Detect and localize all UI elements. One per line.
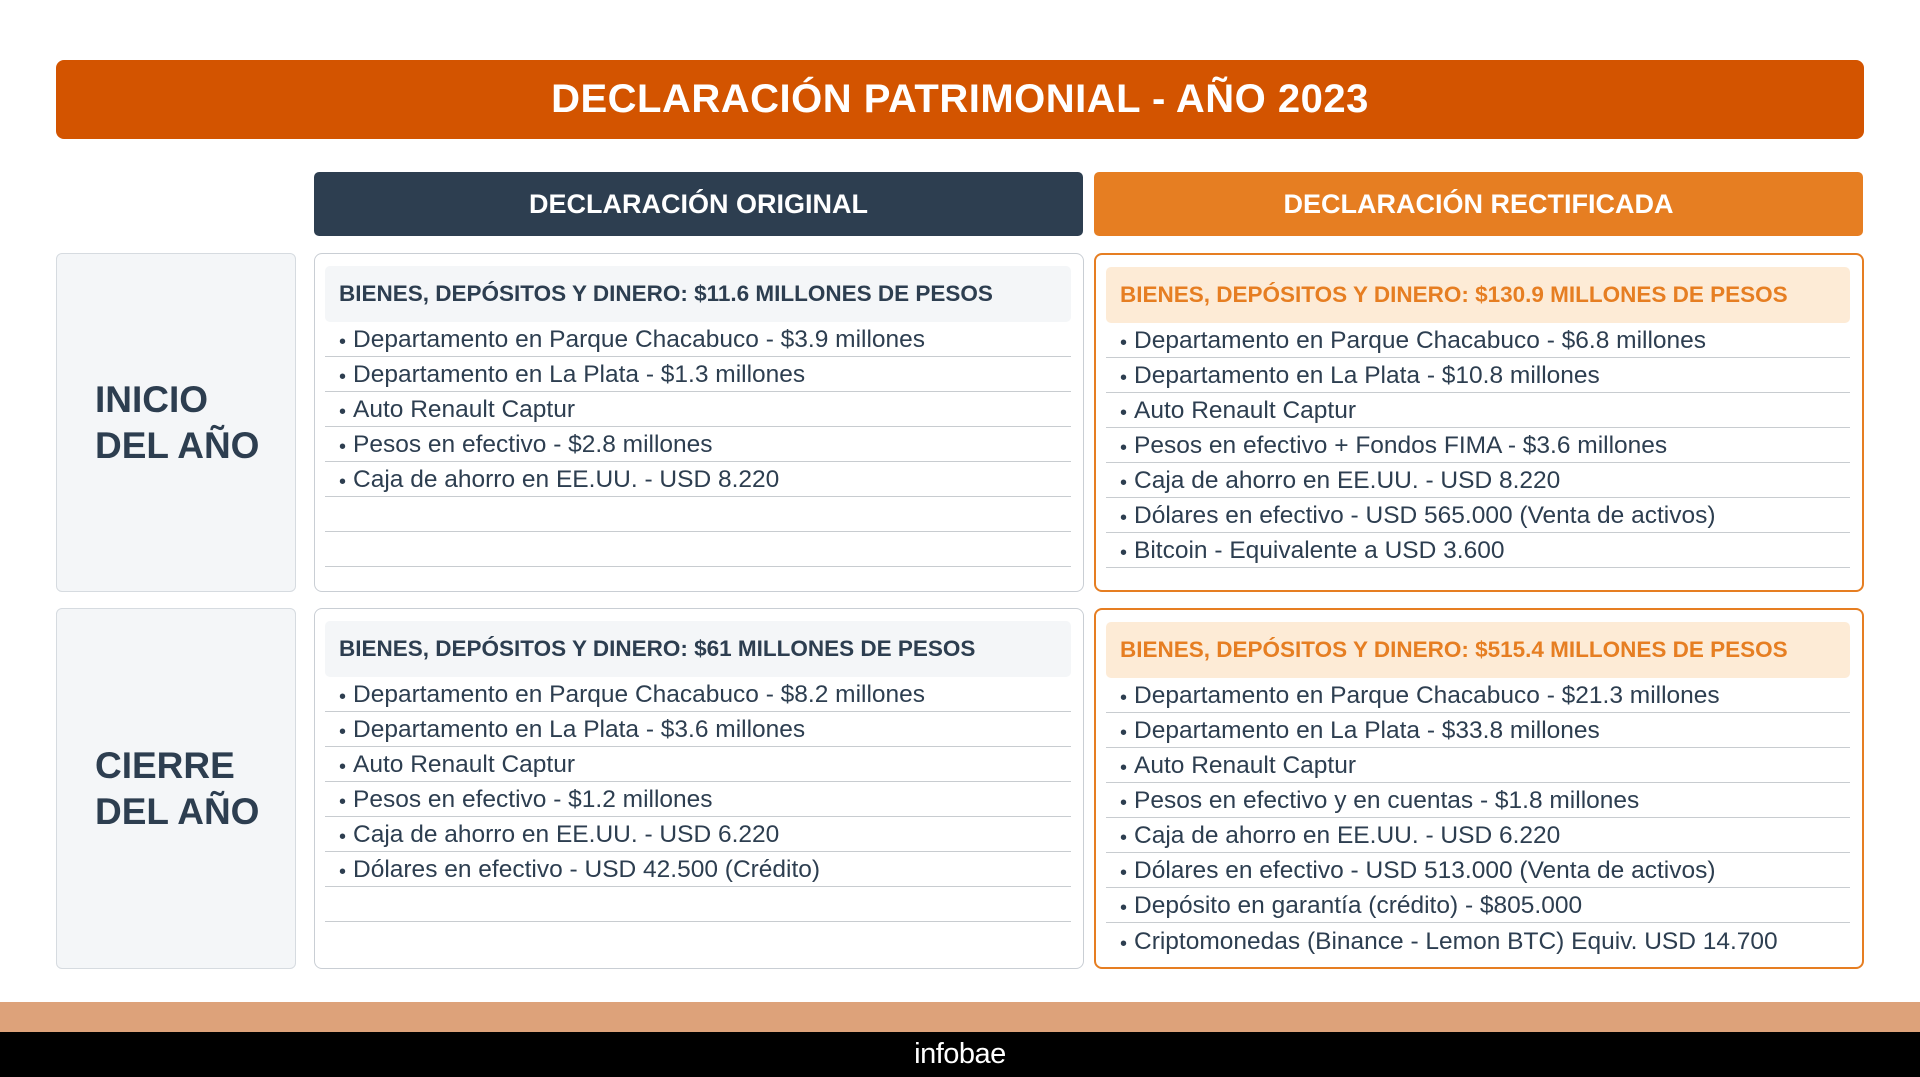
asset-list: [1106, 323, 1850, 568]
asset-item-text: Dólares en efectivo - USD 42.500 (Crédito): [353, 856, 821, 883]
main-title-banner: DECLARACIÓN PATRIMONIAL - AÑO 2023: [56, 60, 1864, 139]
asset-item-text: Bitcoin - Equivalente a USD 3.600: [1134, 537, 1505, 564]
asset-item: [325, 712, 1071, 747]
bullet-icon: •: [339, 756, 347, 778]
row-label-line2: DEL AÑO: [95, 424, 260, 466]
panel-title: BIENES, DEPÓSITOS Y DINERO: $515.4 MILLONES DE PESOS: [1106, 622, 1850, 678]
bullet-icon: •: [339, 471, 347, 493]
bullet-icon: •: [1120, 437, 1128, 459]
asset-list: [325, 677, 1071, 922]
bullet-icon: •: [1120, 542, 1128, 564]
asset-item-text: Departamento en La Plata - $1.3 millones: [353, 361, 806, 388]
asset-item: [325, 817, 1071, 852]
asset-item-text: Auto Renault Captur: [353, 396, 576, 423]
asset-item: [1106, 713, 1850, 748]
asset-item-text: Pesos en efectivo + Fondos FIMA - $3.6 millones: [1134, 432, 1668, 459]
asset-item: [1106, 428, 1850, 463]
asset-item-text: Auto Renault Captur: [1134, 752, 1357, 779]
asset-item-text: Caja de ahorro en EE.UU. - USD 6.220: [353, 821, 780, 848]
asset-list: [1106, 678, 1850, 958]
asset-item: [1106, 498, 1850, 533]
asset-list: [325, 322, 1071, 567]
asset-item-text: Caja de ahorro en EE.UU. - USD 8.220: [353, 466, 780, 493]
asset-item: [325, 427, 1071, 462]
asset-item-text: Departamento en La Plata - $10.8 millones: [1134, 362, 1600, 389]
panel-title: BIENES, DEPÓSITOS Y DINERO: $130.9 MILLONES DE PESOS: [1106, 267, 1850, 323]
row-label-cierre: [56, 608, 296, 969]
asset-item: [1106, 923, 1850, 958]
asset-item-text: Pesos en efectivo - $1.2 millones: [353, 786, 713, 813]
bullet-icon: •: [1120, 472, 1128, 494]
bullet-icon: •: [1120, 862, 1128, 884]
row-label-line1: CIERRE: [95, 744, 235, 786]
panel-title: BIENES, DEPÓSITOS Y DINERO: $61 MILLONES DE PESOS: [325, 621, 1071, 677]
asset-item: [1106, 358, 1850, 393]
asset-item: [1106, 783, 1850, 818]
bullet-icon: •: [1120, 687, 1128, 709]
panel-cierre-rectificada: [1094, 608, 1864, 969]
asset-item-text: Caja de ahorro en EE.UU. - USD 6.220: [1134, 822, 1561, 849]
asset-item-text: Departamento en La Plata - $3.6 millones: [353, 716, 806, 743]
asset-item: [325, 852, 1071, 887]
bullet-icon: •: [1120, 507, 1128, 529]
asset-item-text: Departamento en La Plata - $33.8 millones: [1134, 717, 1600, 744]
asset-item-text: Pesos en efectivo y en cuentas - $1.8 millones: [1134, 787, 1640, 814]
asset-item: [325, 462, 1071, 497]
panel-inicio-original: [314, 253, 1084, 592]
asset-item: [1106, 853, 1850, 888]
asset-item-text: Departamento en Parque Chacabuco - $3.9 millones: [353, 326, 926, 353]
asset-item: [1106, 678, 1850, 713]
bullet-icon: •: [1120, 722, 1128, 744]
asset-item-text: Dólares en efectivo - USD 513.000 (Venta de activos): [1134, 857, 1716, 884]
asset-item: [1106, 463, 1850, 498]
accent-band: [0, 1002, 1920, 1032]
asset-item: [1106, 748, 1850, 783]
empty-row: [325, 497, 1071, 532]
asset-item: [325, 392, 1071, 427]
bullet-icon: •: [339, 366, 347, 388]
panel-cierre-original: [314, 608, 1084, 969]
asset-item-text: Pesos en efectivo - $2.8 millones: [353, 431, 713, 458]
asset-item: [1106, 323, 1850, 358]
asset-item: [1106, 393, 1850, 428]
bullet-icon: •: [1120, 897, 1128, 919]
bullet-icon: •: [1120, 933, 1128, 955]
asset-item-text: Departamento en Parque Chacabuco - $6.8 millones: [1134, 327, 1707, 354]
bullet-icon: •: [1120, 402, 1128, 424]
bullet-icon: •: [339, 721, 347, 743]
bullet-icon: •: [1120, 792, 1128, 814]
asset-item-text: Auto Renault Captur: [353, 751, 576, 778]
asset-item: [325, 747, 1071, 782]
asset-item-text: Dólares en efectivo - USD 565.000 (Venta de activos): [1134, 502, 1716, 529]
asset-item: [325, 677, 1071, 712]
panel-inicio-rectificada: [1094, 253, 1864, 592]
asset-item: [1106, 818, 1850, 853]
bullet-icon: •: [1120, 757, 1128, 779]
bullet-icon: •: [339, 791, 347, 813]
asset-item: [1106, 533, 1850, 568]
asset-item-text: Departamento en Parque Chacabuco - $8.2 millones: [353, 681, 926, 708]
brand-logo[interactable]: infobae: [914, 1038, 1006, 1070]
asset-item-text: Depósito en garantía (crédito) - $805.000: [1134, 892, 1583, 919]
asset-item: [325, 357, 1071, 392]
bullet-icon: •: [1120, 332, 1128, 354]
column-header-original: DECLARACIÓN ORIGINAL: [314, 172, 1083, 236]
row-label-inicio: [56, 253, 296, 592]
empty-row: [325, 887, 1071, 922]
row-label-line1: INICIO: [95, 378, 209, 420]
footer-bar: [0, 1032, 1920, 1077]
column-header-rectificada: DECLARACIÓN RECTIFICADA: [1094, 172, 1863, 236]
asset-item: [325, 322, 1071, 357]
bullet-icon: •: [1120, 827, 1128, 849]
asset-item-text: Auto Renault Captur: [1134, 397, 1357, 424]
bullet-icon: •: [339, 401, 347, 423]
asset-item-text: Caja de ahorro en EE.UU. - USD 8.220: [1134, 467, 1561, 494]
asset-item: [1106, 888, 1850, 923]
bullet-icon: •: [339, 331, 347, 353]
asset-item-text: Departamento en Parque Chacabuco - $21.3 millones: [1134, 682, 1720, 709]
bullet-icon: •: [339, 686, 347, 708]
panel-title: BIENES, DEPÓSITOS Y DINERO: $11.6 MILLONES DE PESOS: [325, 266, 1071, 322]
asset-item-text: Criptomonedas (Binance - Lemon BTC) Equiv. USD 14.700: [1134, 928, 1778, 955]
bullet-icon: •: [1120, 367, 1128, 389]
bullet-icon: •: [339, 826, 347, 848]
asset-item: [325, 782, 1071, 817]
bullet-icon: •: [339, 436, 347, 458]
empty-row: [325, 532, 1071, 567]
bullet-icon: •: [339, 861, 347, 883]
row-label-line2: DEL AÑO: [95, 790, 260, 832]
